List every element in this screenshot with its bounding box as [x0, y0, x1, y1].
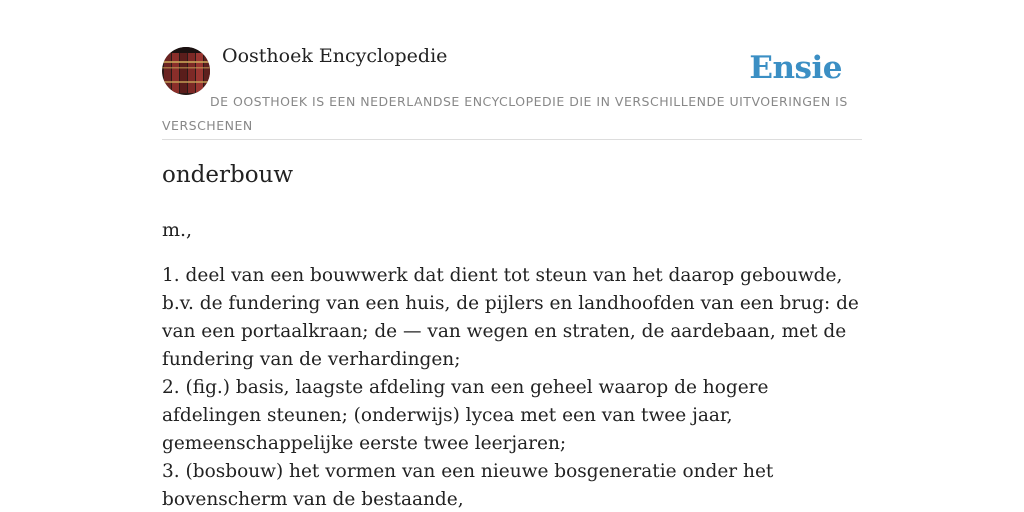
- definition-item: 1. deel van een bouwwerk dat dient tot steun van het daarop gebouwde, b.v. de fundering van een huis, de pijlers en landhoofden van een brug: de van een portaalkraan; de — van wegen en straten, de aardebaan, met de fundering van de verhardingen;: [162, 265, 859, 370]
- definition-item: 3. (bosbouw) het vormen van een nieuwe bosgeneratie onder het bovenscherm van de bestaande,: [162, 461, 774, 510]
- site-title[interactable]: Oosthoek Encyclopedie: [222, 45, 448, 67]
- grammatical-gender: m.,: [162, 219, 193, 241]
- avatar[interactable]: [162, 47, 210, 95]
- entry-body: [162, 262, 867, 512]
- page-title: onderbouw: [162, 162, 294, 188]
- header-divider: [162, 139, 862, 140]
- encyclopedia-books-icon: [162, 47, 210, 95]
- definition-item: 2. (fig.) basis, laagste afdeling van een geheel waarop de hogere afdelingen steunen; (onderwijs) lycea met een van twee jaar, gemeenschappelijke eerste twee leerjaren;: [162, 377, 769, 454]
- site-tagline: DE OOSTHOEK IS EEN NEDERLANDSE ENCYCLOPEDIE DIE IN VERSCHILLENDE UITVOERINGEN IS VERSCHENEN: [162, 94, 848, 133]
- brand-logo[interactable]: Ensie: [749, 50, 842, 86]
